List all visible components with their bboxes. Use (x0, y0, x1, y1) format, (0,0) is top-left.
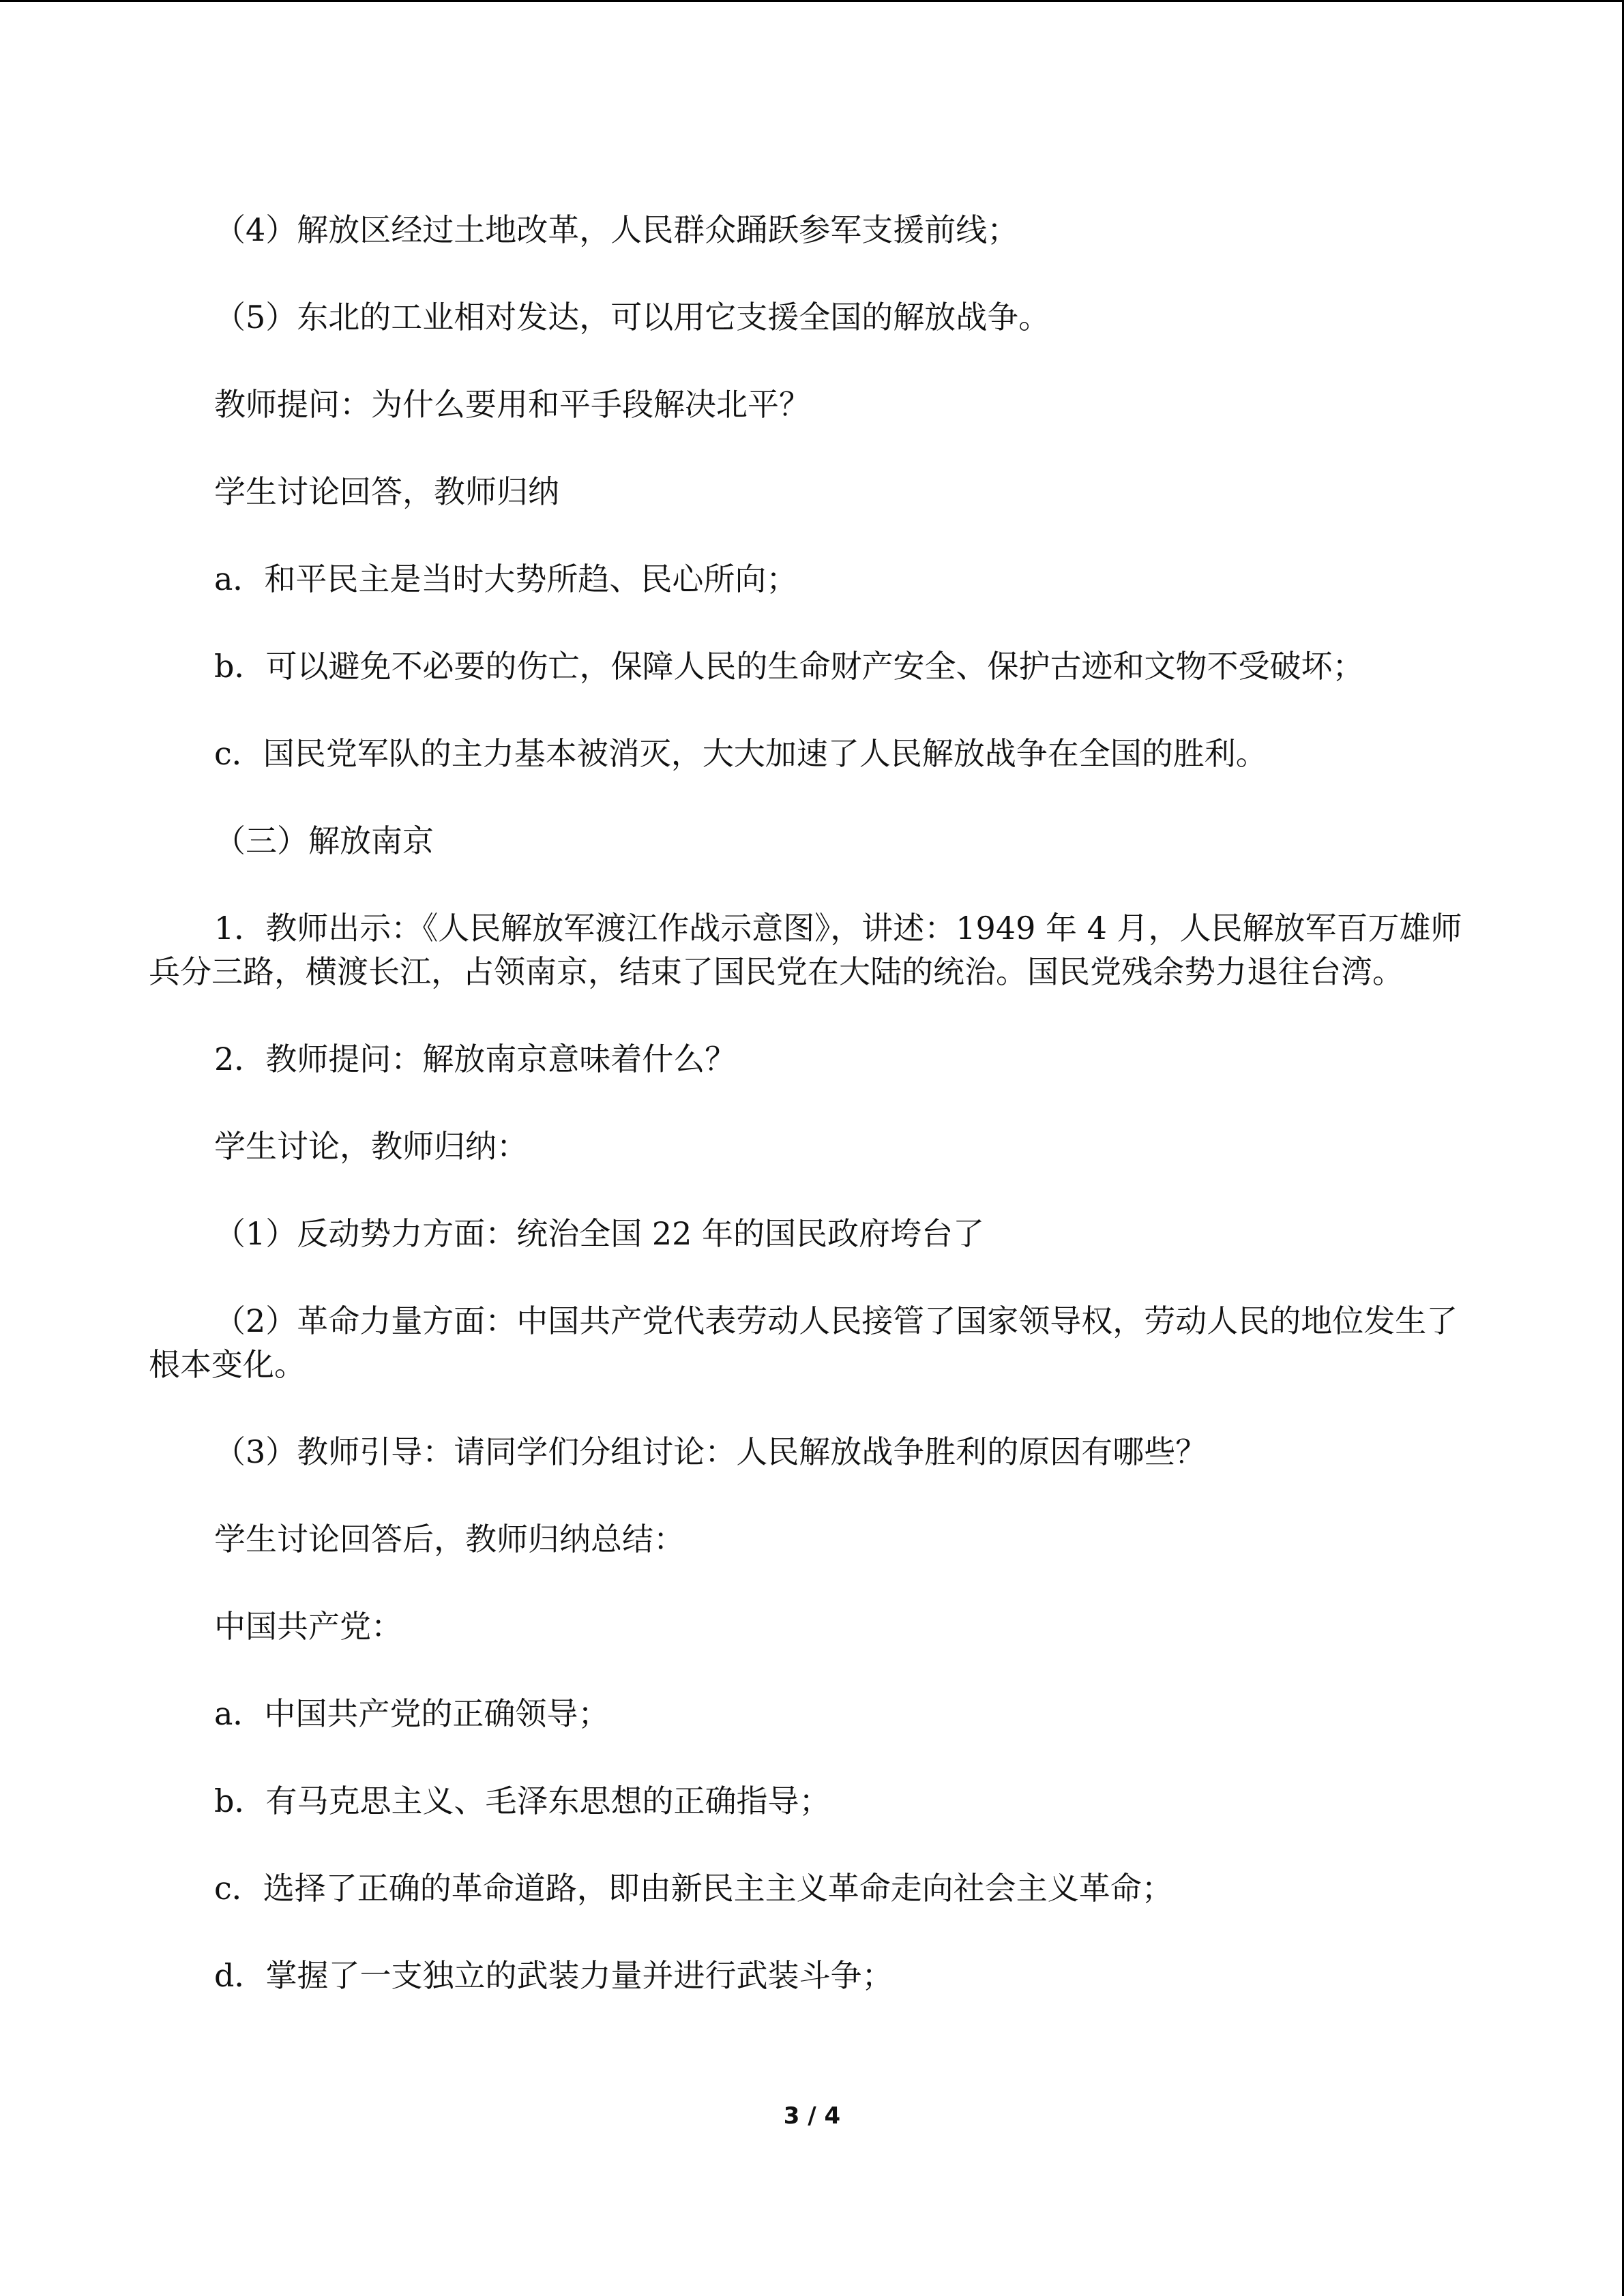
paragraph-14: （3）教师引导：请同学们分组讨论：人民解放战争胜利的原因有哪些？ (214, 1433, 1207, 1470)
paragraph-7: c．国民党军队的主力基本被消灭，大大加速了人民解放战争在全国的胜利。 (214, 735, 1267, 772)
paragraph-4: 学生讨论回答，教师归纳 (214, 473, 559, 510)
page-number: 3 / 4 (783, 2102, 841, 2130)
paragraph-20: d．掌握了一支独立的武装力量并进行武装斗争； (214, 1957, 894, 1994)
paragraph-6: b．可以避免不必要的伤亡，保障人民的生命财产安全、保护古迹和文物不受破坏； (214, 648, 1364, 685)
paragraph-9: 1．教师出示：《人民解放军渡江作战示意图》，讲述：1949 年 4 月，人民解放军百万雄师兵分三路，横渡长江，占领南京，结束了国民党在大陆的统治。国民党残余势力退往台湾。 (149, 910, 1462, 990)
paragraph-17: a．中国共产党的正确领导； (214, 1695, 610, 1732)
paragraph-12: （1）反动势力方面：统治全国 22 年的国民政府垮台了 (214, 1215, 985, 1252)
paragraph-16: 中国共产党： (214, 1608, 402, 1645)
paragraph-19: c．选择了正确的革命道路，即由新民主主义革命走向社会主义革命； (214, 1870, 1173, 1907)
paragraph-10: 2．教师提问：解放南京意味着什么？ (214, 1041, 737, 1077)
paragraph-11: 学生讨论，教师归纳： (214, 1128, 528, 1165)
paragraph-15: 学生讨论回答后，教师归纳总结： (214, 1521, 685, 1557)
paragraph-5: a．和平民主是当时大势所趋、民心所向； (214, 561, 798, 597)
paragraph-3: 教师提问：为什么要用和平手段解决北平？ (214, 386, 810, 423)
paragraph-13: （2）革命力量方面：中国共产党代表劳动人民接管了国家领导权，劳动人民的地位发生了根本变化。 (149, 1302, 1458, 1383)
paragraph-18: b．有马克思主义、毛泽东思想的正确指导； (214, 1783, 831, 1819)
page-body (149, 208, 1482, 2041)
paragraph-1: （4）解放区经过土地改革，人民群众踊跃参军支援前线； (214, 211, 1019, 248)
paragraph-2: （5）东北的工业相对发达，可以用它支援全国的解放战争。 (214, 299, 1050, 336)
section-heading: （三）解放南京 (214, 822, 434, 859)
